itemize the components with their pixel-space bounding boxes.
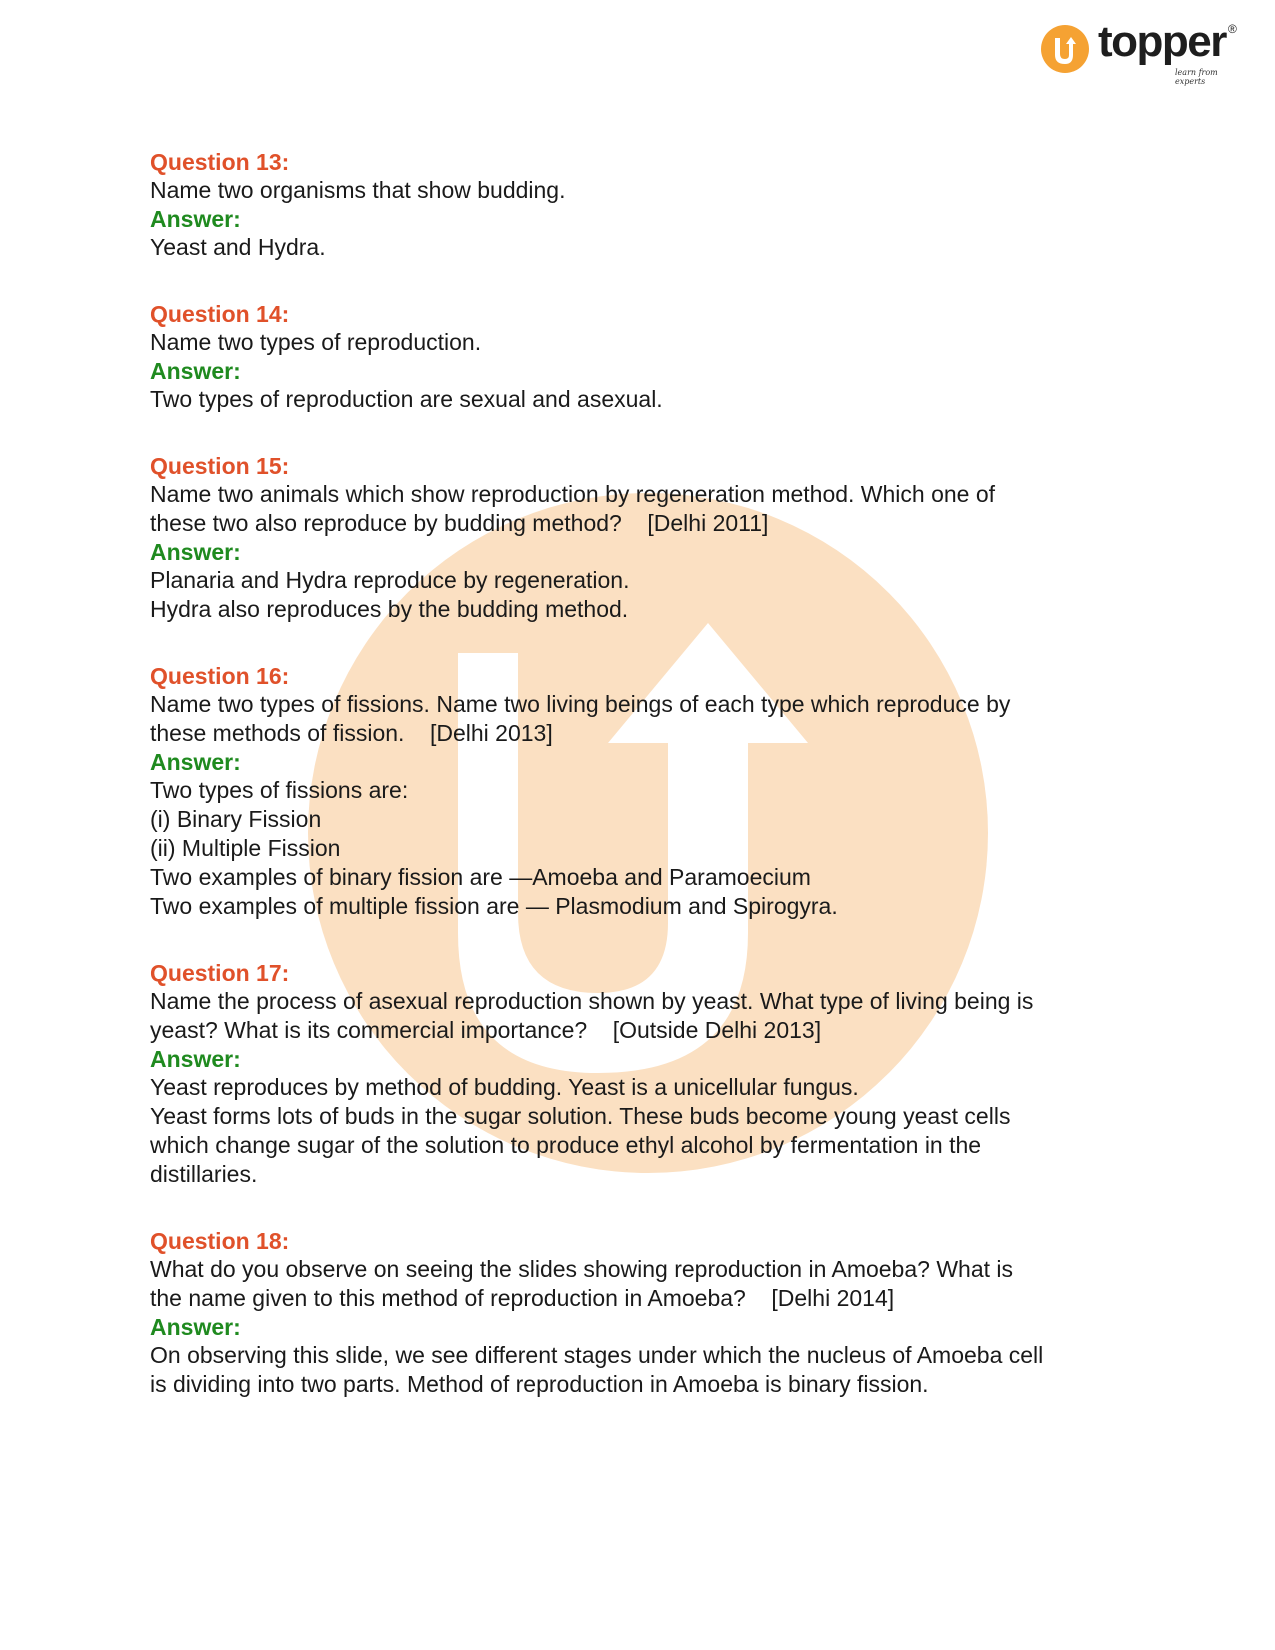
qa-document bbox=[150, 148, 1150, 1437]
answer-text: Planaria and Hydra reproduce by regeneration. bbox=[150, 567, 630, 593]
registered-mark: ® bbox=[1228, 22, 1237, 36]
answer-heading: Answer: bbox=[150, 358, 241, 384]
question-block bbox=[150, 959, 1150, 1189]
answer-text: Yeast reproduces by method of budding. Yeast is a unicellular fungus. bbox=[150, 1074, 859, 1100]
answer-text: Two examples of binary fission are —Amoeba and Paramoecium bbox=[150, 864, 811, 890]
question-heading: Question 15: bbox=[150, 453, 290, 479]
answer-text: (ii) Multiple Fission bbox=[150, 835, 341, 861]
logo-tagline: learn from experts bbox=[1175, 68, 1218, 86]
question-text: Name two types of reproduction. bbox=[150, 329, 482, 355]
answer-heading: Answer: bbox=[150, 539, 241, 565]
answer-text: distillaries. bbox=[150, 1161, 258, 1187]
answer-text: On observing this slide, we see different stages under which the nucleus of Amoeba cell bbox=[150, 1342, 1044, 1368]
question-text: Name the process of asexual reproduction shown by yeast. What type of living being is bbox=[150, 988, 1034, 1014]
question-text: yeast? What is its commercial importance? [Outside Delhi 2013] bbox=[150, 1017, 822, 1043]
answer-heading: Answer: bbox=[150, 206, 241, 232]
topper-logo-icon bbox=[1040, 24, 1090, 74]
question-text: Name two animals which show reproduction by regeneration method. Which one of bbox=[150, 481, 996, 507]
answer-text: Two types of fissions are: bbox=[150, 777, 409, 803]
question-heading: Question 13: bbox=[150, 149, 290, 175]
question-text: the name given to this method of reproduction in Amoeba? [Delhi 2014] bbox=[150, 1285, 895, 1311]
answer-heading: Answer: bbox=[150, 1046, 241, 1072]
question-heading: Question 18: bbox=[150, 1228, 290, 1254]
question-block bbox=[150, 452, 1150, 624]
question-text: these two also reproduce by budding method? [Delhi 2011] bbox=[150, 510, 769, 536]
question-text: these methods of fission. [Delhi 2013] bbox=[150, 720, 553, 746]
question-block bbox=[150, 300, 1150, 414]
answer-text: Two types of reproduction are sexual and asexual. bbox=[150, 386, 663, 412]
answer-text: Yeast and Hydra. bbox=[150, 234, 326, 260]
answer-text: (i) Binary Fission bbox=[150, 806, 322, 832]
question-block bbox=[150, 1227, 1150, 1399]
topper-logo bbox=[1040, 17, 1240, 86]
answer-text: is dividing into two parts. Method of reproduction in Amoeba is binary fission. bbox=[150, 1371, 929, 1397]
question-block bbox=[150, 148, 1150, 262]
answer-text: Yeast forms lots of buds in the sugar solution. These buds become young yeast cells bbox=[150, 1103, 1011, 1129]
question-heading: Question 17: bbox=[150, 960, 290, 986]
question-heading: Question 16: bbox=[150, 663, 290, 689]
answer-heading: Answer: bbox=[150, 1314, 241, 1340]
answer-text: Hydra also reproduces by the budding method. bbox=[150, 596, 629, 622]
question-block bbox=[150, 662, 1150, 921]
answer-heading: Answer: bbox=[150, 749, 241, 775]
question-text: Name two types of fissions. Name two living beings of each type which reproduce by bbox=[150, 691, 1011, 717]
question-heading: Question 14: bbox=[150, 301, 290, 327]
answer-text: which change sugar of the solution to produce ethyl alcohol by fermentation in the bbox=[150, 1132, 982, 1158]
answer-text: Two examples of multiple fission are — Plasmodium and Spirogyra. bbox=[150, 893, 838, 919]
question-text: What do you observe on seeing the slides showing reproduction in Amoeba? What is bbox=[150, 1256, 1014, 1282]
question-text: Name two organisms that show budding. bbox=[150, 177, 566, 203]
logo-wordmark: topper bbox=[1098, 17, 1226, 66]
